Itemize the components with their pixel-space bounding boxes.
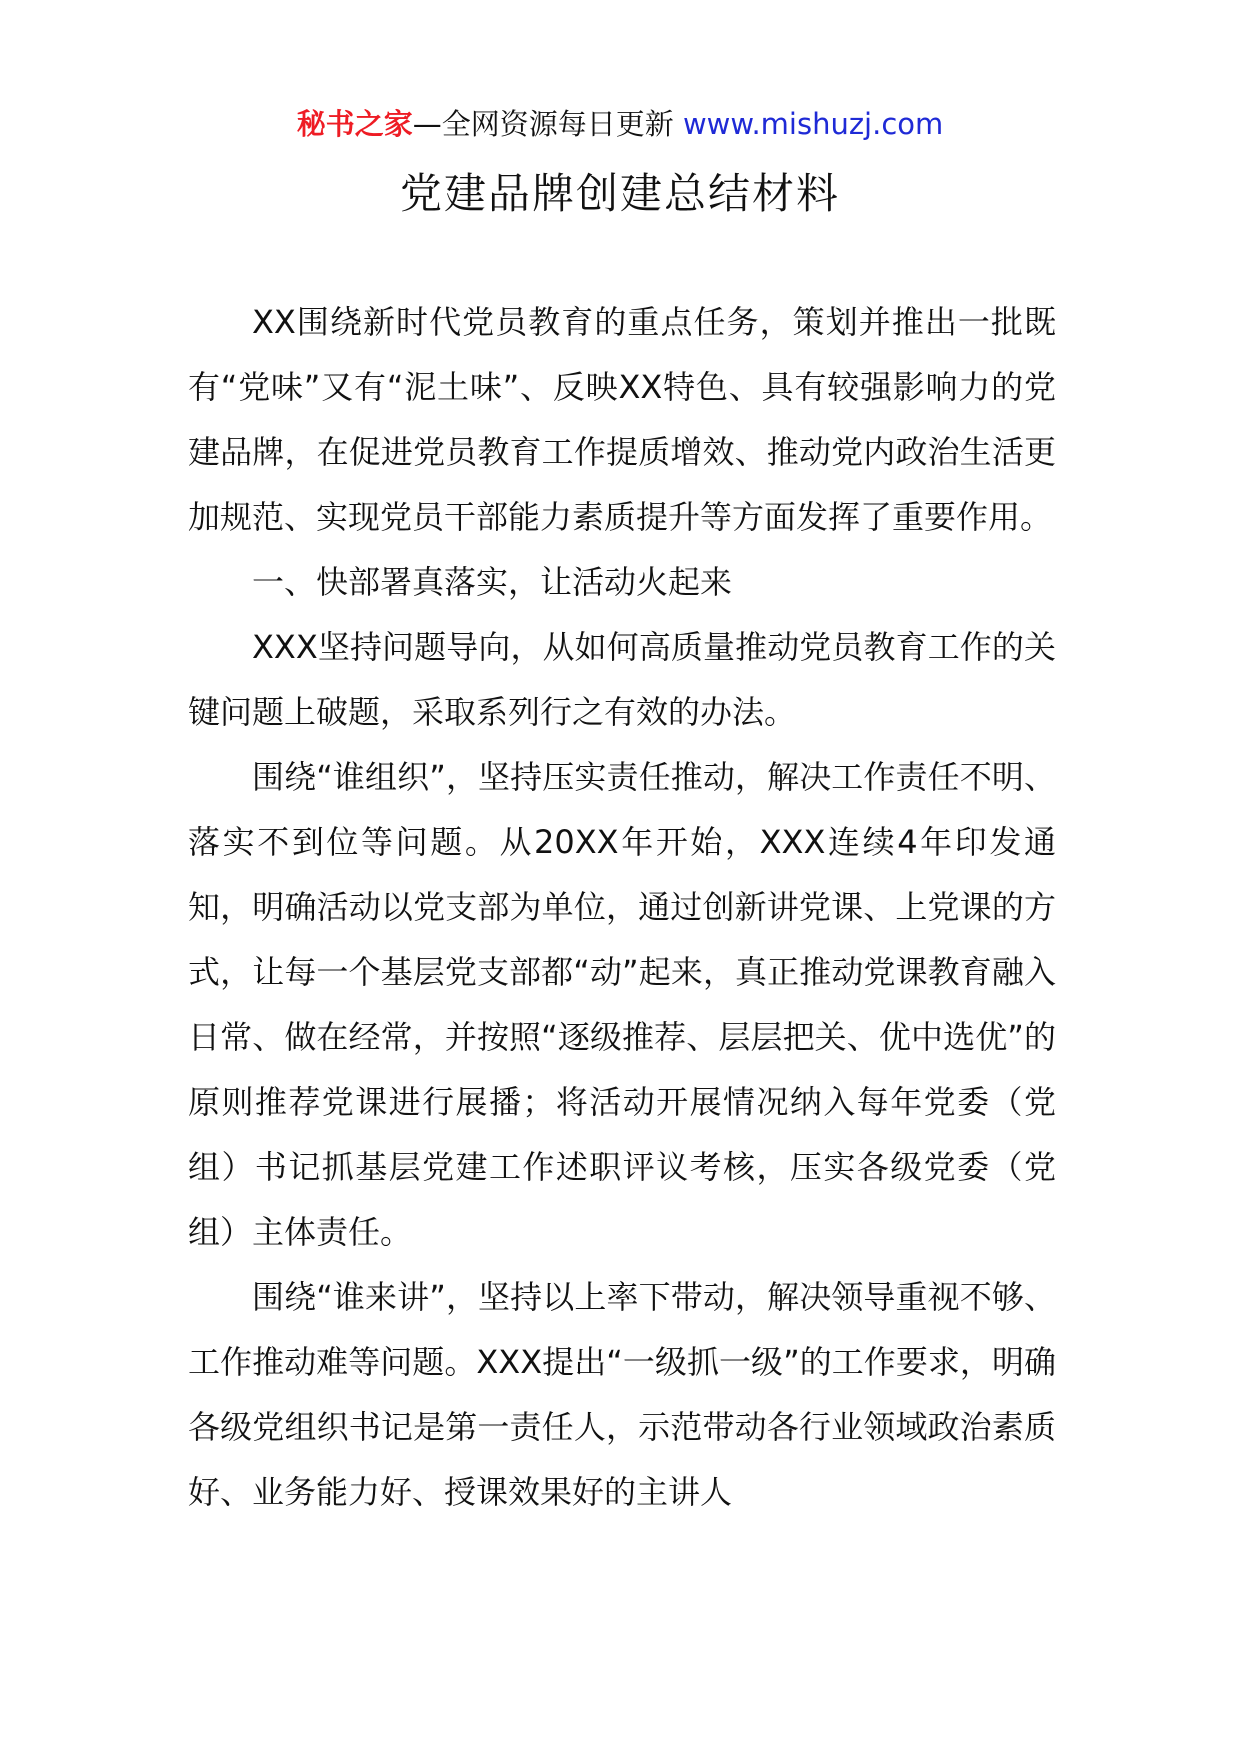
document-title: 党建品牌创建总结材料	[399, 169, 840, 218]
document-body	[188, 290, 1056, 1525]
paragraph: 围绕“谁来讲”，坚持以上率下带动，解决领导重视不够、工作推动难等问题。XXX提出“一级抓一级”的工作要求，明确各级党组织书记是第一责任人，示范带动各行业领域政治素质好、业务能力好、授课效果好的主讲人	[188, 1278, 1056, 1511]
brand-name: 秘书之家	[296, 107, 413, 141]
paragraph: XXX坚持问题导向，从如何高质量推动党员教育工作的关键问题上破题，采取系列行之有效的办法。	[188, 628, 1056, 731]
site-header	[0, 104, 1240, 144]
site-url-link[interactable]: www.mishuzj.com	[682, 107, 944, 141]
header-slogan: —全网资源每日更新	[412, 107, 683, 141]
section-heading: 一、快部署真落实，让活动火起来	[252, 563, 733, 601]
paragraph: 围绕“谁组织”，坚持压实责任推动，解决工作责任不明、落实不到位等问题。从20XX年开始，XXX连续4年印发通知，明确活动以党支部为单位，通过创新讲党课、上党课的方式，让每一个基层党支部都“动”起来，真正推动党课教育融入日常、做在经常，并按照“逐级推荐、层层把关、优中选优”的原则推荐党课进行展播；将活动开展情况纳入每年党委（党组）书记抓基层党建工作述职评议考核，压实各级党委（党组）主体责任。	[188, 758, 1056, 1251]
paragraph-intro: XX围绕新时代党员教育的重点任务，策划并推出一批既有“党味”又有“泥土味”、反映XX特色、具有较强影响力的党建品牌，在促进党员教育工作提质增效、推动党内政治生活更加规范、实现党员干部能力素质提升等方面发挥了重要作用。	[188, 303, 1056, 536]
